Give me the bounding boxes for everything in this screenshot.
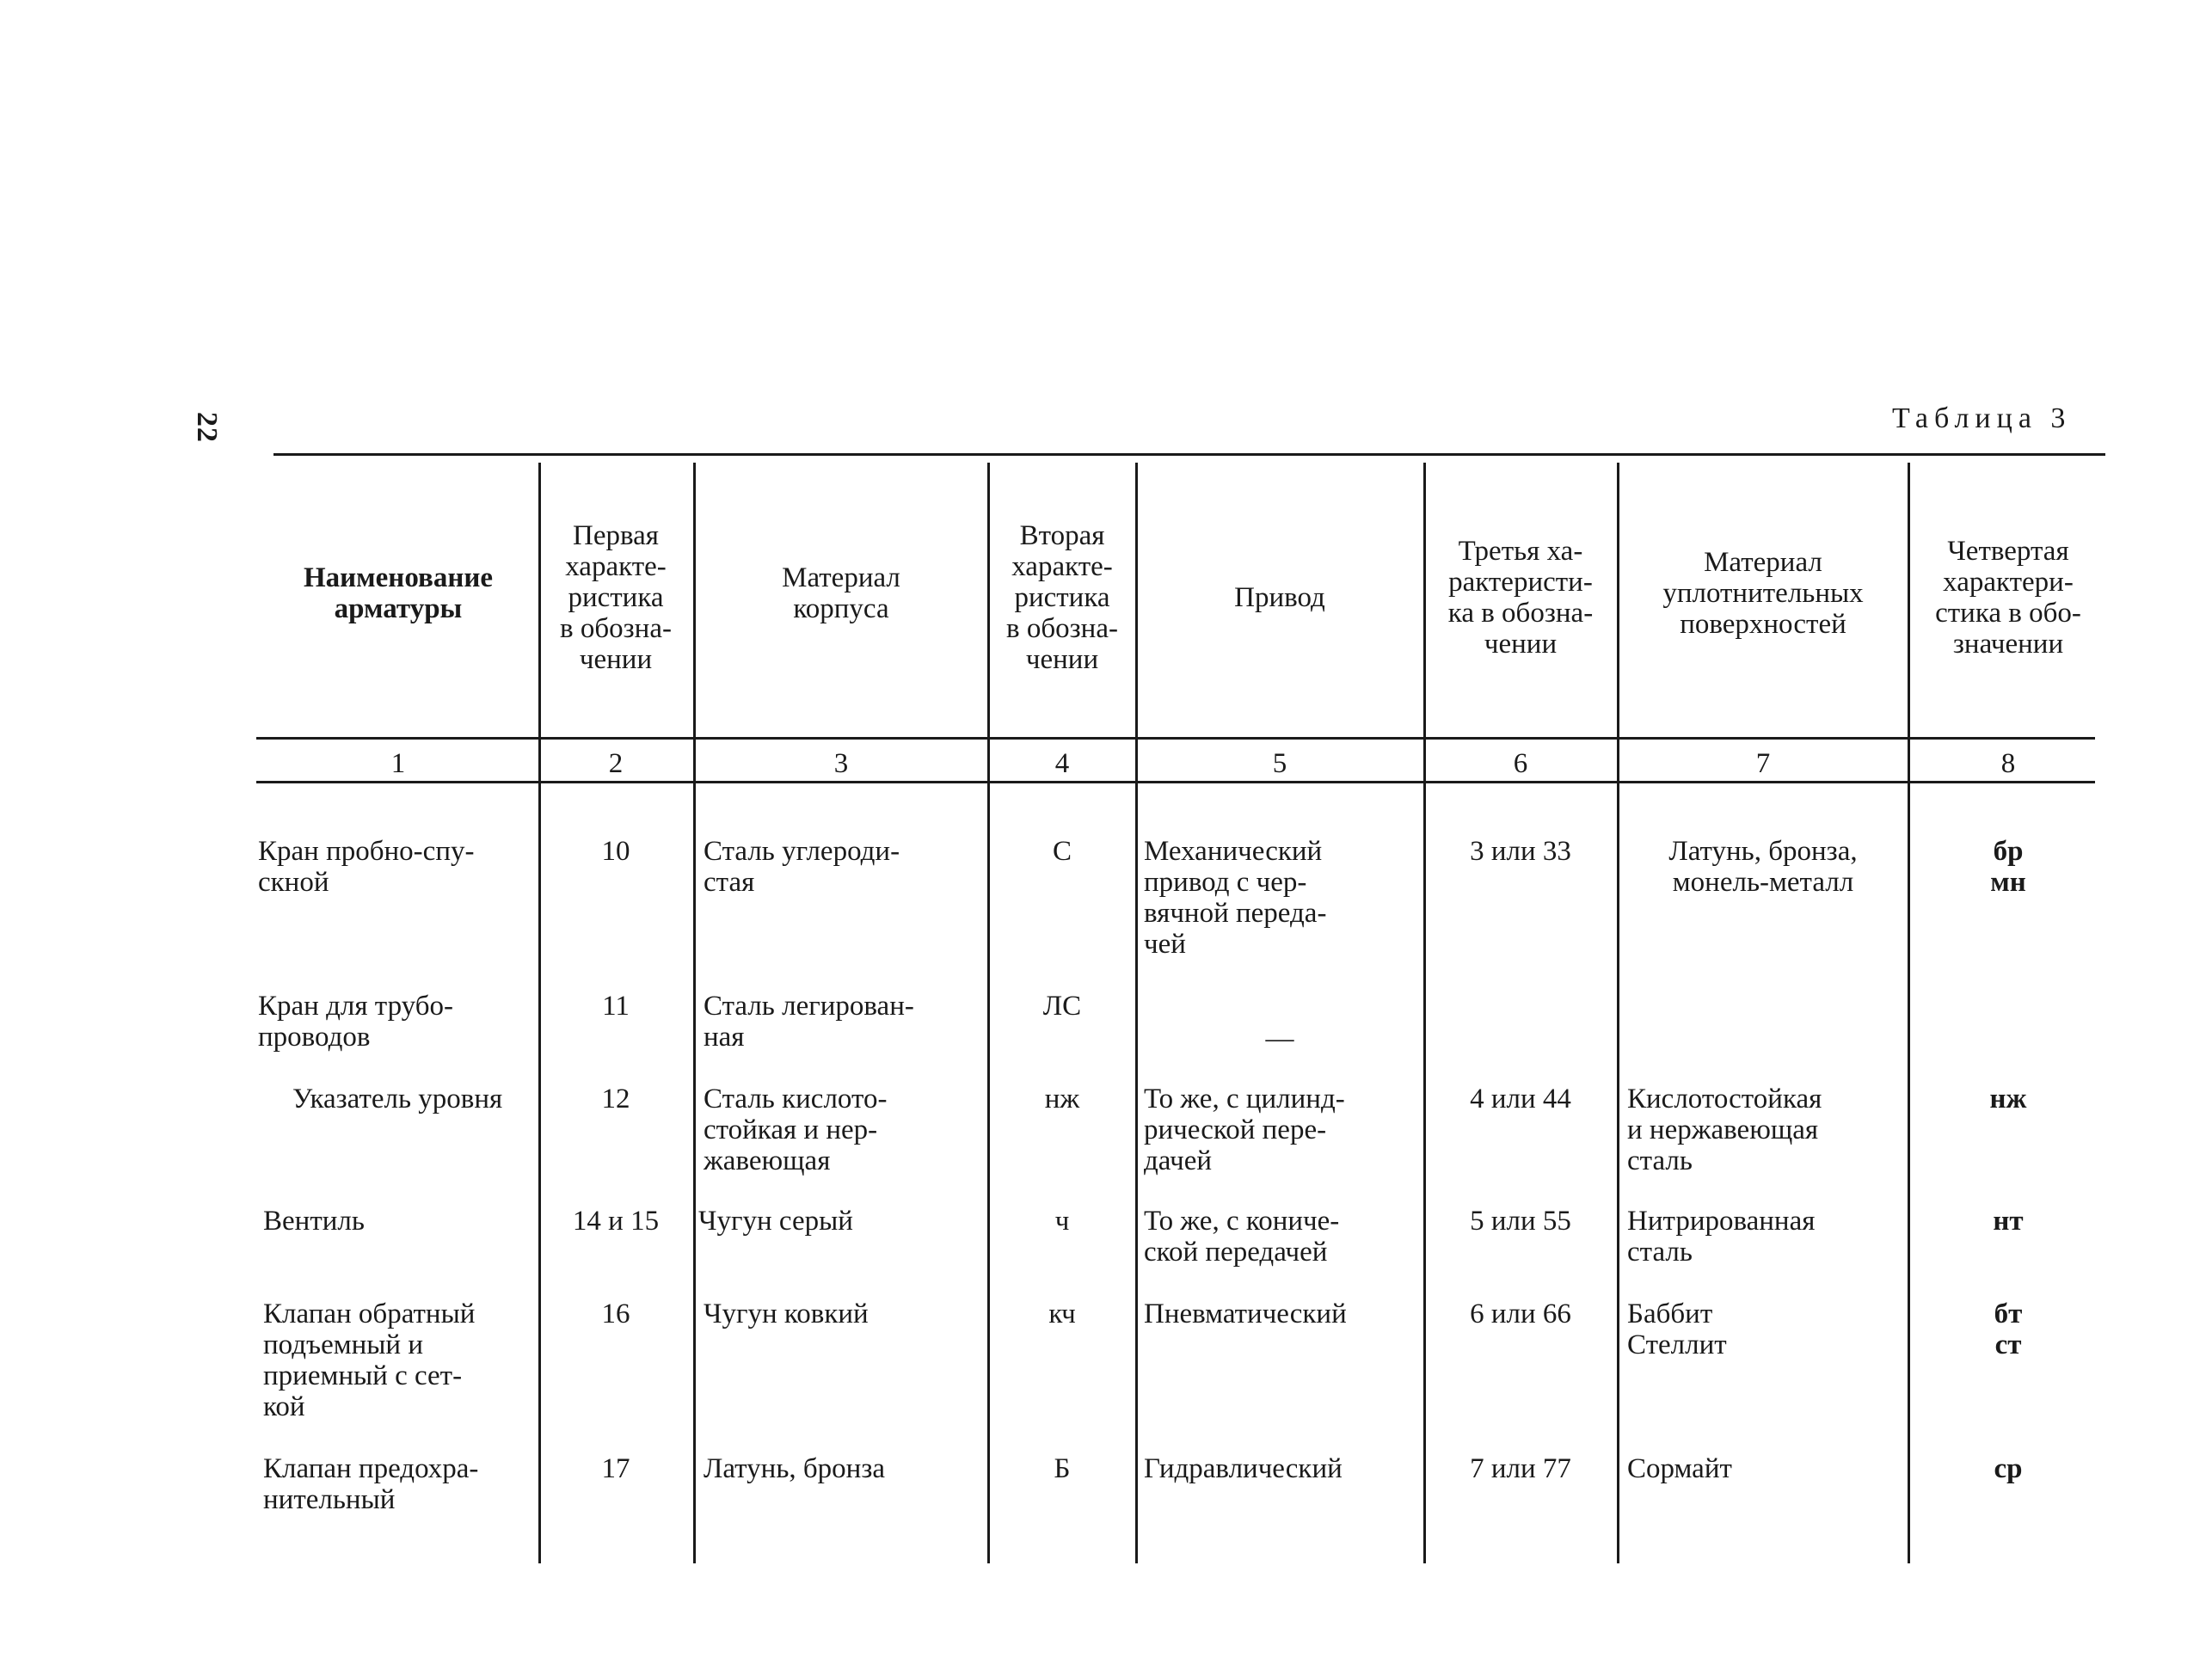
cell-seal-material: Латунь, бронза, монель-металл: [1668, 836, 1858, 898]
cell-seal-material: Кислотостойкая и нержавеющая сталь: [1627, 1084, 1822, 1176]
header-seal-material: Материал уплотнительных поверхностей: [1662, 547, 1864, 640]
cell-name: Кран пробно-спу- скной: [258, 836, 475, 898]
cell-second: Б: [1054, 1453, 1071, 1484]
cell-name: Кран для трубо- проводов: [258, 991, 453, 1053]
header-name: Наименование арматуры: [304, 562, 493, 624]
header-bottom-rule: [256, 737, 2095, 740]
cell-drive: —: [1265, 1023, 1294, 1054]
cell-drive: Механический привод с чер- вячной переда- чей: [1144, 836, 1327, 960]
cell-body-material: Чугун серый: [698, 1206, 853, 1237]
column-divider: [1135, 463, 1138, 1563]
cell-fourth: бт ст: [1994, 1299, 2023, 1360]
cell-seal-material: Баббит Стеллит: [1627, 1299, 1727, 1360]
cell-third: 3 или 33: [1470, 836, 1571, 867]
column-numbers-bottom-rule: [256, 781, 2095, 783]
column-number: 7: [1755, 748, 1771, 779]
column-number: 1: [390, 748, 406, 779]
column-number: 4: [1054, 748, 1070, 779]
column-divider: [987, 463, 990, 1563]
cell-second: С: [1052, 836, 1072, 867]
cell-fourth: нт: [1993, 1206, 2024, 1237]
header-first-characteristic: Первая характе- ристика в обозна- чении: [560, 520, 672, 675]
cell-body-material: Сталь легирован- ная: [704, 991, 914, 1053]
column-divider: [693, 463, 696, 1563]
cell-second: ЛС: [1042, 991, 1082, 1022]
cell-third: 5 или 55: [1470, 1206, 1571, 1237]
column-number: 8: [2000, 748, 2016, 779]
column-divider: [1423, 463, 1426, 1563]
cell-drive: Пневматический: [1144, 1299, 1347, 1329]
cell-third: 4 или 44: [1470, 1084, 1571, 1114]
cell-second: кч: [1048, 1299, 1076, 1329]
cell-drive: Гидравлический: [1144, 1453, 1343, 1484]
cell-third: 6 или 66: [1470, 1299, 1571, 1329]
cell-seal-material: Нитрированная сталь: [1627, 1206, 1816, 1268]
cell-first: 17: [601, 1453, 630, 1484]
column-number: 2: [608, 748, 624, 779]
column-number: 5: [1272, 748, 1287, 779]
cell-body-material: Сталь кислото- стойкая и нер- жавеющая: [704, 1084, 888, 1176]
cell-body-material: Чугун ковкий: [704, 1299, 869, 1329]
cell-second: ч: [1054, 1206, 1070, 1237]
cell-drive: То же, с цилинд- рической пере- дачей: [1144, 1084, 1345, 1176]
cell-name: Клапан предохра- нительный: [263, 1453, 479, 1515]
cell-first: 10: [601, 836, 630, 867]
cell-first: 14 и 15: [572, 1206, 660, 1237]
column-number: 3: [833, 748, 849, 779]
cell-body-material: Сталь углероди- стая: [704, 836, 900, 898]
column-divider: [1617, 463, 1619, 1563]
cell-second: нж: [1044, 1084, 1080, 1114]
header-body-material: Материал корпуса: [782, 562, 900, 624]
cell-fourth: бр мн: [1990, 836, 2026, 898]
cell-name: Указатель уровня: [292, 1084, 503, 1114]
header-third-characteristic: Третья ха- рактеристи- ка в обозна- чении: [1447, 536, 1594, 660]
cell-drive: То же, с кониче- ской передачей: [1144, 1206, 1340, 1268]
cell-fourth: ср: [1994, 1453, 2023, 1484]
table-top-rule: [273, 453, 2105, 456]
column-number: 6: [1513, 748, 1528, 779]
column-divider: [1908, 463, 1910, 1563]
column-divider: [538, 463, 541, 1563]
cell-fourth: нж: [1989, 1084, 2027, 1114]
cell-seal-material: Сормайт: [1627, 1453, 1732, 1484]
header-second-characteristic: Вторая характе- ристика в обозна- чении: [1006, 520, 1118, 675]
cell-name: Клапан обратный подъемный и приемный с сет- кой: [263, 1299, 476, 1422]
cell-first: 16: [601, 1299, 630, 1329]
table-title: Таблица 3: [1892, 402, 2072, 434]
header-drive: Привод: [1234, 582, 1325, 613]
cell-name: Вентиль: [263, 1206, 365, 1237]
cell-first: 12: [601, 1084, 630, 1114]
header-fourth-characteristic: Четвертая характери- стика в обо- значении: [1935, 536, 2081, 660]
cell-body-material: Латунь, бронза: [704, 1453, 886, 1484]
page-number: 22: [191, 412, 223, 443]
cell-first: 11: [602, 991, 630, 1022]
cell-third: 7 или 77: [1470, 1453, 1571, 1484]
